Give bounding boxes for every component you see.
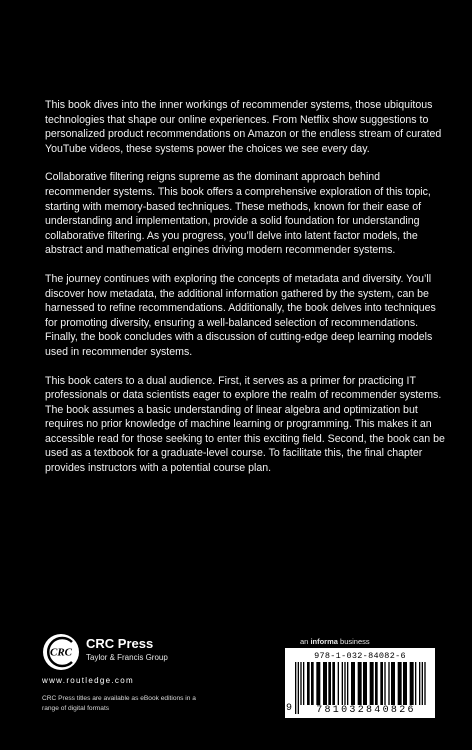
barcode-bar xyxy=(363,662,367,706)
ebook-note: CRC Press titles are available as eBook editions in a range of digital formats xyxy=(42,695,196,712)
barcode-bar xyxy=(347,662,348,706)
barcode-bar xyxy=(403,662,407,706)
barcode-bar xyxy=(311,662,314,706)
crc-logo-icon xyxy=(42,633,80,671)
barcode-bar xyxy=(410,662,414,706)
informa-tagline xyxy=(300,637,370,646)
isbn-barcode xyxy=(285,648,435,718)
barcode-bar xyxy=(375,662,378,706)
barcode-bar xyxy=(338,662,339,706)
barcode-bar xyxy=(415,662,416,706)
barcode-bar xyxy=(384,662,385,706)
barcode-bar xyxy=(388,662,389,706)
tagline-prefix: an xyxy=(300,637,311,646)
blurb-paragraph-1: This book dives into the inner workings of recommender systems, those ubiquitous technologies that shape our online experiences. From Netflix show suggestions to personalized product recommendations on Amazon or the endless stream of curated YouTube videos, these systems power the choices we see every day. xyxy=(45,99,442,155)
publisher-name: CRC Press xyxy=(86,636,154,651)
barcode-bar xyxy=(323,662,327,706)
barcode-bar xyxy=(328,662,331,706)
barcode-bar xyxy=(332,662,335,706)
barcode-bar xyxy=(300,662,301,706)
barcode-bar xyxy=(303,662,304,706)
barcode-bar xyxy=(358,662,362,706)
crc-logo-text: CRC xyxy=(49,646,73,659)
tagline-suffix: business xyxy=(337,637,370,646)
ean-digits: 781032840826 xyxy=(299,705,433,717)
back-cover-blurb xyxy=(45,98,445,490)
ean-first-digit: 9 xyxy=(286,703,293,714)
barcode-bar xyxy=(316,662,320,706)
barcode-bar xyxy=(380,662,383,706)
publisher-url: www.routledge.com xyxy=(42,676,134,685)
barcode-bar xyxy=(419,662,420,706)
barcode-bar xyxy=(370,662,374,706)
publisher-logo xyxy=(42,633,202,673)
blurb-paragraph-3: The journey continues with exploring the concepts of metadata and diversity. You’ll discover how metadata, the additional information gathered by the system, can be harnessed to refine recommendations. Additionally, the book delves into techniques for promoting diversity, ensuring a well-balanced selection of recommendations. Finally, the book concludes with a discussion of cutting-edge deep learning models used in recommender systems. xyxy=(45,272,436,358)
barcode-bar xyxy=(398,662,402,706)
blurb-paragraph-4: This book caters to a dual audience. First, it serves as a primer for practicing IT professionals or data scientists eager to explore the realm of recommender systems. The book assumes a basic understanding of linear algebra and optimization but requires no prior knowledge of machine learning or programming. This makes it an accessible read for those seeking to enter this exciting field. Second, the book can be used as a textbook for a graduate-level course. To facilitate this, the final chapter provides instructors with a potential course plan. xyxy=(45,374,445,475)
tagline-brand: informa xyxy=(310,637,338,646)
barcode-bar xyxy=(344,662,345,706)
barcode-bar xyxy=(342,662,343,706)
barcode-bar xyxy=(391,662,395,706)
barcode-bar xyxy=(307,662,310,706)
blurb-paragraph-2: Collaborative filtering reigns supreme as the dominant approach behind recommender systems. This book offers a comprehensive exploration of this topic, starting with memory-based techniques. These methods, known for their ease of understanding and implementation, provide a solid foundation for understanding collaborative filtering. As you progress, you’ll delve into latent factor models, the abstract and mathematical engines driving modern recommender systems. xyxy=(45,171,431,257)
barcode-bar xyxy=(295,662,296,714)
publisher-group: Taylor & Francis Group xyxy=(86,653,168,662)
barcode-bar xyxy=(351,662,355,706)
isbn-number: 978-1-032-84082-6 xyxy=(314,651,406,661)
